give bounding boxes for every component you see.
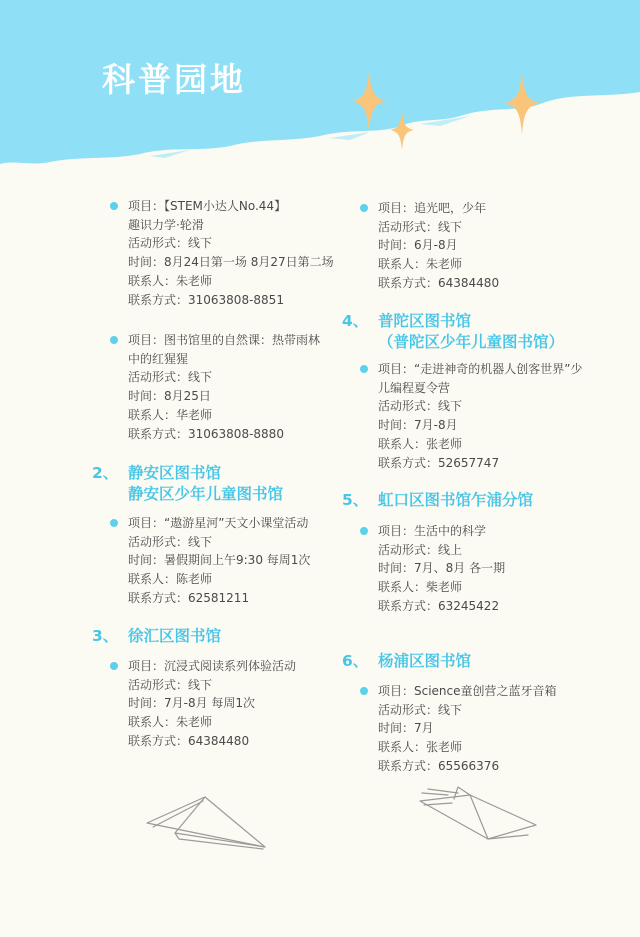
library-name-secondary: 静安区少年儿童图书馆	[128, 485, 284, 503]
contact-label: 联系人：朱老师	[128, 273, 213, 288]
phone-label: 联系方式：64384480	[378, 275, 500, 290]
mode-label: 活动形式：线下	[128, 370, 213, 385]
library-name: 虹口区图书馆乍浦分馆	[378, 491, 534, 509]
phone-label: 联系方式：52657747	[378, 455, 500, 470]
time-label: 时间：8月25日	[128, 389, 211, 404]
section-number: 3、	[92, 627, 119, 645]
bullet-icon	[110, 202, 118, 210]
library-name-secondary: （普陀区少年儿童图书馆）	[378, 333, 565, 351]
sparkle-star-icon	[504, 72, 540, 134]
project-label: 项目：追光吧，少年	[378, 201, 487, 215]
library-name: 徐汇区图书馆	[128, 627, 222, 645]
contact-label: 联系人：张老师	[378, 740, 463, 755]
mode-label: 活动形式：线下	[378, 219, 463, 234]
sparkle-star-icon	[352, 70, 386, 132]
project-label: 项目：生活中的科学	[378, 524, 487, 538]
time-label: 时间：7月-8月 每周1次	[128, 696, 256, 711]
activity-item	[128, 197, 334, 309]
project-label: 项目：“走进神奇的机器人创客世界”少儿编程夏令营	[378, 362, 583, 395]
paper-plane-icon	[145, 795, 270, 855]
bullet-icon	[360, 365, 368, 373]
library-name: 普陀区图书馆	[378, 312, 472, 330]
mode-label: 活动形式：线下	[128, 677, 213, 692]
mode-label: 活动形式：线下	[128, 534, 213, 549]
mode-label: 活动形式：线上	[378, 542, 463, 557]
phone-label: 联系方式：65566376	[378, 758, 500, 773]
bullet-icon	[360, 204, 368, 212]
activity-item	[378, 199, 578, 293]
mode-label: 活动形式：线下	[378, 399, 463, 414]
time-label: 时间：8月24日第一场 8月27日第二场	[128, 255, 334, 270]
activity-item	[128, 657, 328, 751]
library-name: 静安区图书馆	[128, 464, 222, 482]
bullet-icon	[110, 336, 118, 344]
contact-label: 联系人：陈老师	[128, 572, 213, 587]
activity-item	[128, 514, 328, 608]
activity-item	[378, 360, 588, 472]
project-label: 项目：Science童创营之蓝牙音箱	[378, 684, 557, 698]
bullet-icon	[110, 519, 118, 527]
contact-label: 联系人：张老师	[378, 436, 463, 451]
phone-label: 联系方式：62581211	[128, 590, 250, 605]
time-label: 时间：7月	[378, 721, 434, 736]
contact-label: 联系人：华老师	[128, 407, 213, 422]
section-number: 5、	[342, 491, 369, 509]
time-label: 时间：暑假期间上午9:30 每周1次	[128, 553, 311, 568]
project-label: 项目：图书馆里的自然课：热带雨林中的红猩猩	[128, 333, 321, 366]
project-label: 项目：沉浸式阅读系列体验活动	[128, 659, 297, 673]
bullet-icon	[110, 662, 118, 670]
bullet-icon	[360, 687, 368, 695]
mode-label: 活动形式：线下	[378, 702, 463, 717]
phone-label: 联系方式：63245422	[378, 598, 500, 613]
library-name: 杨浦区图书馆	[378, 652, 472, 670]
section-number: 6、	[342, 652, 369, 670]
project-label: 项目：“遨游星河”天文小课堂活动	[128, 516, 309, 530]
mode-label: 活动形式：线下	[128, 236, 213, 251]
paper-plane-icon	[418, 785, 543, 845]
section-number: 4、	[342, 312, 369, 330]
phone-label: 联系方式：31063808-8851	[128, 292, 284, 307]
activity-item	[378, 522, 578, 616]
contact-label: 联系人：柴老师	[378, 580, 463, 595]
phone-label: 联系方式：64384480	[128, 733, 250, 748]
time-label: 时间：7月-8月	[378, 418, 458, 433]
activity-item	[378, 682, 588, 776]
contact-label: 联系人：朱老师	[378, 257, 463, 272]
time-label: 时间：7月、8月 各一期	[378, 561, 506, 576]
phone-label: 联系方式：31063808-8880	[128, 426, 284, 441]
project-label-cont: 趣识力学·轮滑	[128, 217, 204, 232]
header-banner	[0, 0, 640, 175]
contact-label: 联系人：朱老师	[128, 715, 213, 730]
project-label: 项目：【STEM小达人No.44】	[128, 199, 287, 213]
bullet-icon	[360, 527, 368, 535]
page-title: 科普园地	[102, 60, 246, 99]
sparkle-star-icon	[390, 110, 414, 150]
section-number: 2、	[92, 464, 119, 482]
activity-item	[128, 331, 326, 443]
time-label: 时间：6月-8月	[378, 238, 458, 253]
